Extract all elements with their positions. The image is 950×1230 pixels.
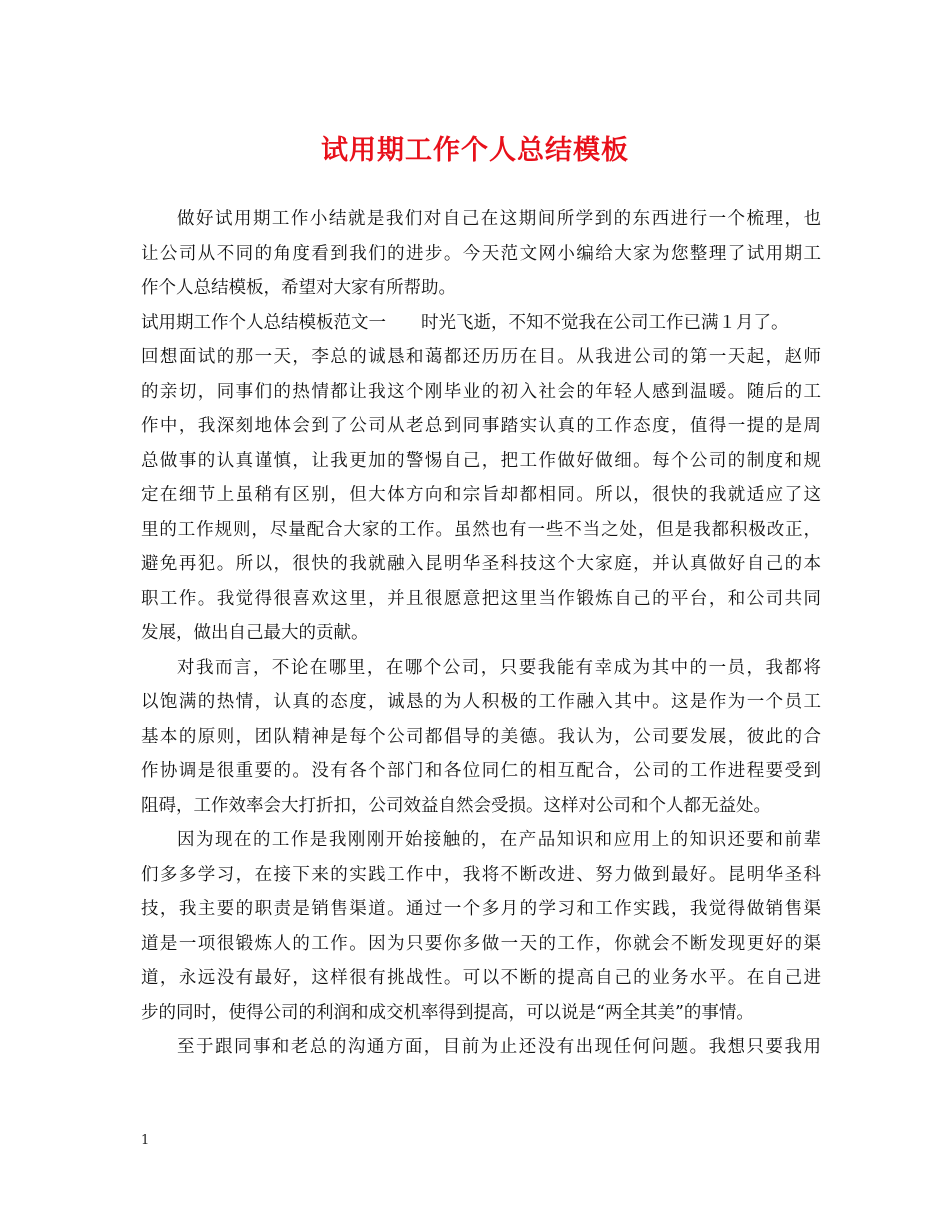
paragraph-line: 避免再犯。所以，很快的我就融入昆明华圣科技这个大家庭，并认真做好自己的本 [141, 554, 821, 574]
paragraph-line: 作个人总结模板，希望对大家有所帮助。 [141, 278, 456, 298]
paragraph-line: 对我而言，不论在哪里，在哪个公司，只要我能有幸成为其中的一员，我都将 [177, 657, 821, 678]
paragraph-line: 让公司从不同的角度看到我们的进步。今天范文网小编给大家为您整理了试用期工 [141, 243, 821, 264]
paragraph-line: 阻碍，工作效率会大打折扣，公司效益自然会受损。这样对公司和个人都无益处。 [141, 795, 771, 816]
paragraph-line: 试用期工作个人总结模板范文一 时光飞逝，不知不觉我在公司工作已满１月了。 [141, 312, 789, 333]
paragraph-line: 里的工作规则，尽量配合大家的工作。虽然也有一些不当之处，但是我都积极改正， [141, 519, 821, 540]
paragraph-line: 作协调是很重要的。没有各个部门和各位同仁的相互配合，公司的工作进程要受到 [141, 761, 821, 781]
paragraph-line: 道，永远没有最好，这样很有挑战性。可以不断的提高自己的业务水平。在自己进 [141, 968, 821, 988]
paragraph-line: 职工作。我觉得很喜欢这里，并且很愿意把这里当作锻炼自己的平台，和公司共同 [141, 588, 821, 609]
paragraph-line: 回想面试的那一天，李总的诚恳和蔼都还历历在目。从我进公司的第一天起，赵师 [141, 347, 821, 367]
paragraph-line: 发展，做出自己最大的贡献。 [141, 623, 369, 643]
paragraph-line: 步的同时，使得公司的利润和成交机率得到提高，可以说是“两全其美”的事情。 [141, 1002, 754, 1023]
paragraph-line: 们多多学习，在接下来的实践工作中，我将不断改进、努力做到最好。昆明华圣科 [141, 864, 821, 885]
document-title: 试用期工作个人总结模板 [321, 135, 629, 166]
paragraph-line: 定在细节上虽稍有区别，但大体方向和宗旨却都相同。所以，很快的我就适应了这 [141, 485, 821, 505]
paragraph-line: 基本的原则，团队精神是每个公司都倡导的美德。我认为，公司要发展，彼此的合 [141, 726, 821, 747]
paragraph-line: 因为现在的工作是我刚刚开始接触的，在产品知识和应用上的知识还要和前辈 [177, 830, 821, 850]
paragraph-line: 作中，我深刻地体会到了公司从老总到同事踏实认真的工作态度，值得一提的是周 [141, 416, 821, 436]
paragraph-line: 技，我主要的职责是销售渠道。通过一个多月的学习和工作实践，我觉得做销售渠 [141, 899, 821, 919]
paragraph-line: 的亲切，同事们的热情都让我这个刚毕业的初入社会的年轻人感到温暖。随后的工 [141, 381, 821, 402]
paragraph-line: 总做事的认真谨慎，让我更加的警惕自己，把工作做好做细。每个公司的制度和规 [141, 450, 821, 471]
document-body [141, 202, 821, 1065]
paragraph-line: 以饱满的热情，认真的态度，诚恳的为人积极的工作融入其中。这是作为一个员工 [141, 692, 821, 712]
paragraph-line: 至于跟同事和老总的沟通方面，目前为止还没有出现任何问题。我想只要我用 [177, 1037, 821, 1057]
paragraph-line: 道是一项很锻炼人的工作。因为只要你多做一天的工作，你就会不断发现更好的渠 [141, 933, 821, 954]
page-number: 1 [141, 1133, 150, 1148]
paragraph-line: 做好试用期工作小结就是我们对自己在这期间所学到的东西进行一个梳理，也 [177, 209, 821, 229]
